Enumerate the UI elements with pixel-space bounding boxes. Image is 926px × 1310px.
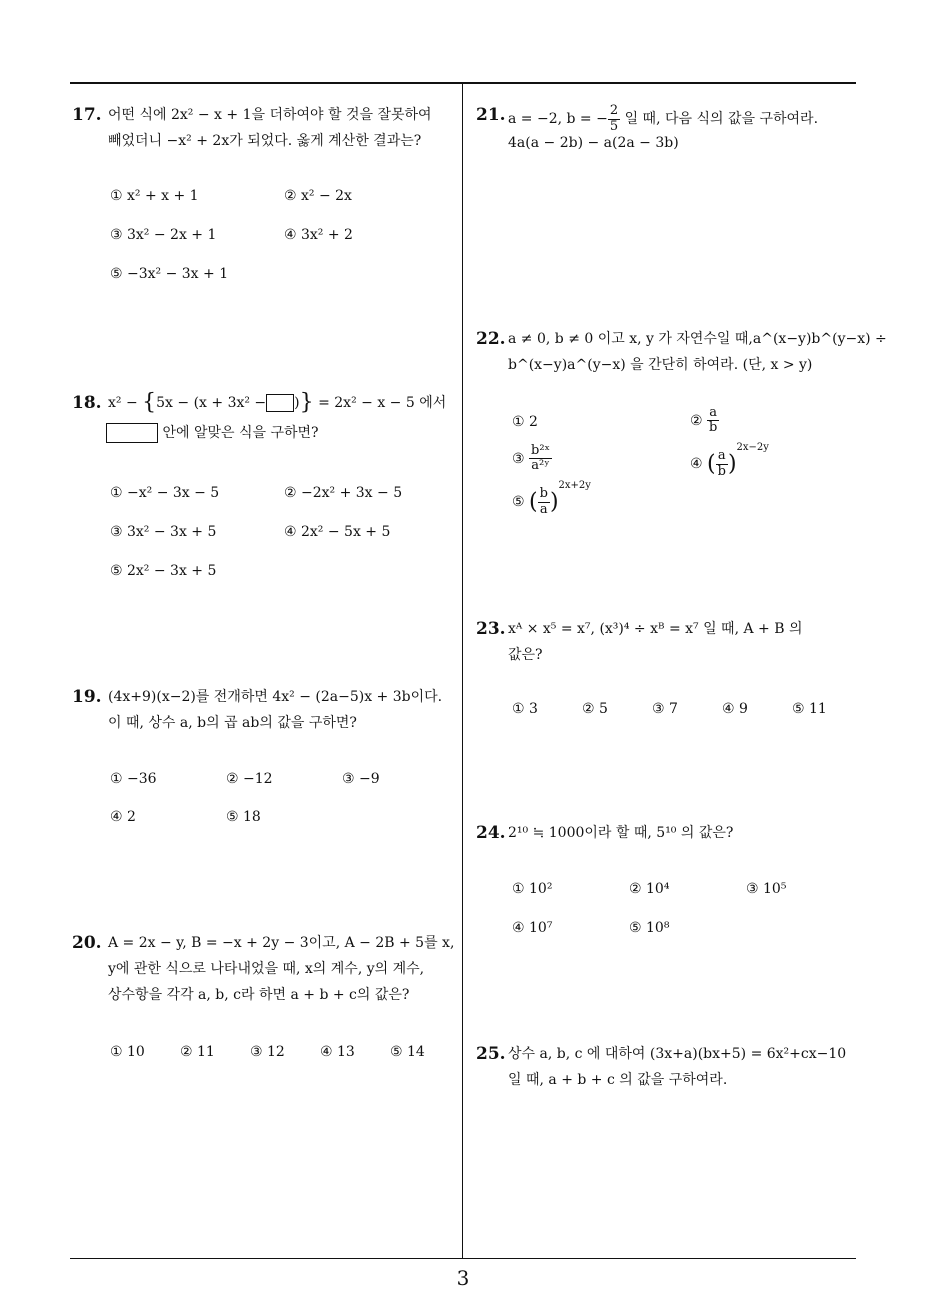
question-text: 2¹⁰ ≒ 1000이라 할 때, 5¹⁰ 의 값은?: [508, 825, 734, 841]
question-number: 19.: [72, 687, 102, 707]
option[interactable]: ④ 9: [722, 701, 748, 717]
question-text: 빼었더니 −x² + 2x가 되었다. 옳게 계산한 결과는?: [108, 133, 422, 149]
option[interactable]: ⑤ 10⁸: [629, 920, 670, 936]
question-text: a = −2, b = −: [508, 111, 608, 127]
option[interactable]: ③ 10⁵: [746, 881, 787, 897]
question-text: b^(x−y)a^(y−x) 을 간단히 하여라. (단, x > y): [508, 357, 813, 373]
option[interactable]: ④ 3x² + 2: [284, 227, 353, 243]
question-text: 5x − (x + 3x² −: [156, 395, 267, 411]
option[interactable]: ① 2: [512, 414, 538, 430]
question-text: y에 관한 식으로 나타내었을 때, x의 계수, y의 계수,: [108, 961, 425, 977]
option[interactable]: ⑤ 11: [792, 701, 827, 717]
option[interactable]: ① 10²: [512, 881, 553, 897]
option[interactable]: ② x² − 2x: [284, 188, 352, 204]
option[interactable]: ② $\frac{a}{b}$: [690, 405, 718, 436]
question-text: 일 때, 다음 식의 값을 구하여라.: [620, 111, 819, 127]
fraction: $\frac{a}{b}$: [709, 405, 718, 436]
option[interactable]: ④ 2x² − 5x + 5: [284, 524, 391, 540]
question-text: 일 때, a + b + c 의 값을 구하여라.: [508, 1072, 728, 1088]
header-rule: [70, 82, 856, 84]
question-text: 4a(a − 2b) − a(2a − 3b): [508, 135, 679, 151]
option[interactable]: ③ $\frac{\text{b²ˣ}}{\text{a²ʸ}}$: [512, 443, 551, 474]
option[interactable]: ② 10⁴: [629, 881, 670, 897]
answer-blank: [106, 423, 158, 443]
option[interactable]: ② −12: [226, 771, 273, 787]
fraction: $\frac{\text{b²ˣ}}{\text{a²ʸ}}$: [531, 443, 551, 474]
question-text: a ≠ 0, b ≠ 0 이고 x, y 가 자연수일 때,a^(x−y)b^(y−x) ÷: [508, 331, 887, 347]
question-number: 20.: [72, 933, 102, 953]
fraction: $\frac{b}{a}$: [539, 486, 548, 517]
option[interactable]: ⑤ 18: [226, 809, 261, 825]
question-text: A = 2x − y, B = −x + 2y − 3이고, A − 2B + 5를 x,: [108, 935, 455, 951]
answer-blank: [266, 394, 294, 412]
question-text: xᴬ × x⁵ = x⁷, (x³)⁴ ÷ xᴮ = x⁷ 일 때, A + B 의: [508, 621, 803, 637]
option[interactable]: ④ 13: [320, 1044, 355, 1060]
question-number: 25.: [476, 1044, 506, 1064]
option[interactable]: ① 10: [110, 1044, 145, 1060]
question-text: 값은?: [508, 647, 543, 663]
option[interactable]: ② 5: [582, 701, 608, 717]
option[interactable]: ② −2x² + 3x − 5: [284, 485, 403, 501]
option[interactable]: ③ 12: [250, 1044, 285, 1060]
option[interactable]: ⑤ −3x² − 3x + 1: [110, 266, 229, 282]
question-text: ): [294, 395, 300, 411]
question-number: 17.: [72, 105, 102, 125]
option[interactable]: ① −x² − 3x − 5: [110, 485, 220, 501]
question-number: 21.: [476, 105, 506, 125]
fraction: $\frac{2}{5}$: [609, 103, 619, 134]
option[interactable]: ① −36: [110, 771, 157, 787]
question-number: 23.: [476, 619, 506, 639]
option[interactable]: ③ 3x² − 3x + 5: [110, 524, 217, 540]
column-divider: [462, 84, 463, 1258]
option[interactable]: ② 11: [180, 1044, 215, 1060]
footer-rule: [70, 1258, 856, 1259]
question-number: 24.: [476, 823, 506, 843]
question-text: = 2x² − x − 5 에서: [318, 395, 447, 411]
question-text: x² −: [108, 395, 143, 411]
option[interactable]: ③ 7: [652, 701, 678, 717]
option[interactable]: ④ 10⁷: [512, 920, 553, 936]
option[interactable]: ④ 2: [110, 809, 136, 825]
option[interactable]: ④ ( $\frac{a}{b}$ )$^{2x-2y}$: [690, 442, 769, 479]
option[interactable]: ⑤ 2x² − 3x + 5: [110, 563, 217, 579]
option[interactable]: ③ 3x² − 2x + 1: [110, 227, 217, 243]
question-text: (4x+9)(x−2)를 전개하면 4x² − (2a−5)x + 3b이다.: [108, 689, 443, 705]
option[interactable]: ① x² + x + 1: [110, 188, 199, 204]
question-number: 22.: [476, 329, 506, 349]
question-text: 상수항을 각각 a, b, c라 하면 a + b + c의 값은?: [108, 987, 410, 1003]
option[interactable]: ⑤ 14: [390, 1044, 425, 1060]
page-number: 3: [456, 1266, 470, 1290]
question-text: 상수 a, b, c 에 대하여 (3x+a)(bx+5) = 6x²+cx−10: [508, 1046, 847, 1062]
option[interactable]: ③ −9: [342, 771, 380, 787]
option[interactable]: ① 3: [512, 701, 538, 717]
option[interactable]: ⑤ ( $\frac{b}{a}$ )$^{2x+2y}$: [512, 480, 591, 517]
question-text: 어떤 식에 2x² − x + 1을 더하여야 할 것을 잘못하여: [108, 107, 432, 123]
question-text: 안에 알맞은 식을 구하면?: [162, 425, 319, 441]
fraction: $\frac{a}{b}$: [717, 448, 726, 479]
question-number: 18.: [72, 393, 102, 413]
question-text: 이 때, 상수 a, b의 곱 ab의 값을 구하면?: [108, 715, 357, 731]
